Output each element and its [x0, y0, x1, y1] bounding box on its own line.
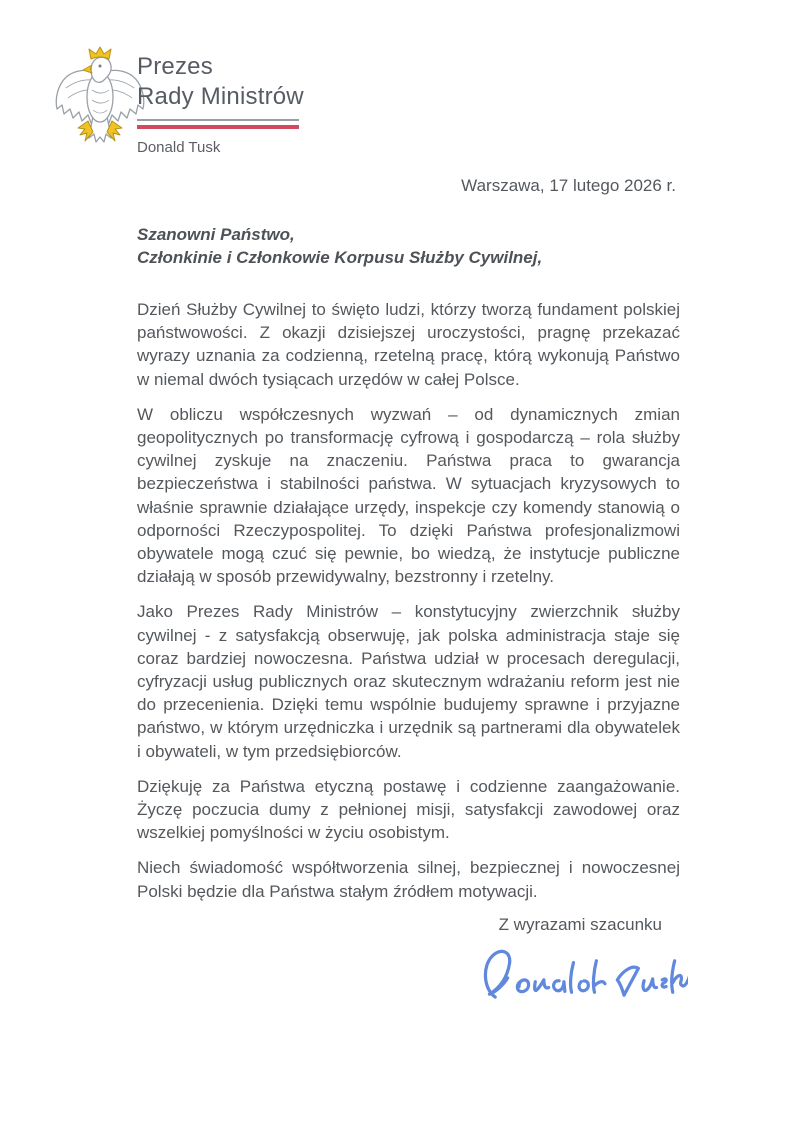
salutation-line2: Członkinie i Członkowie Korpusu Służby Cywilnej,: [137, 248, 543, 267]
paragraph-3: Jako Prezes Rady Ministrów – konstytucyjny zwierzchnik służby cywilnej - z satysfakcją obserwuję, jak polska administracja staje się coraz bardziej nowoczesna. Państwa udział w procesach deregulacji, cyfryzacji usług publicznych oraz skutecznym wdrażaniu reform jest nie do przecenienia. Dzięki temu wspólnie budujemy sprawne i przyjazne państwo, w którym urzędniczka i urzędnik są partnerami dla obywatelek i obywateli, w tym przedsiębiorców.: [137, 602, 680, 761]
office-title-line1: Prezes: [137, 53, 213, 80]
paragraph-4: Dziękuję za Państwa etyczną postawę i codzienne zaangażowanie. Życzę poczucia dumy z pełnionej misji, satysfakcji zawodowej oraz wszelkiej pomyślności w życiu osobistym.: [137, 776, 680, 843]
divider-gray-line: [137, 119, 299, 121]
divider-red-line: [137, 125, 299, 129]
office-title-line2: Rady Ministrów: [137, 83, 304, 110]
letterhead-divider: [137, 119, 299, 129]
paragraph-1: Dzień Służby Cywilnej to święto ludzi, którzy tworzą fundament polskiej państwowości. Z okazji dzisiejszej uroczystości, pragnę przekazać wyrazy uznania za codzienną, rzetelną pracę, którą wykonują Państwo w niemal dwóch tysiącach urzędów w całej Polsce.: [137, 300, 680, 389]
closing-formula: Z wyrazami szacunku: [498, 914, 662, 934]
sender-name: Donald Tusk: [137, 139, 221, 156]
letter-body: [137, 176, 680, 935]
signature-icon: [478, 936, 688, 1018]
dateline: Warszawa, 17 lutego 2026 r.: [461, 176, 676, 195]
paragraph-2: W obliczu współczesnych wyzwań – od dynamicznych zmian geopolitycznych po transformację cyfrową i gospodarczą – rola służby cywilnej zyskuje na znaczeniu. Państwa praca to gwarancja bezpieczeństwa i stabilności państwa. W sytuacjach kryzysowych to właśnie sprawnie działające urzędy, inspekcje czy komendy stanowią o odporności Rzeczypospolitej. To dzięki Państwa profesjonalizmowi obywatele mogą czuć się pewnie, bo wiedzą, że instytucje publiczne działają w sposób przewidywalny, bezstronny i rzetelny.: [137, 404, 680, 587]
office-title: [137, 52, 304, 112]
paragraph-5: Niech świadomość współtworzenia silnej, bezpiecznej i nowoczesnej Polski będzie dla Państwa stałym źródłem motywacji.: [137, 858, 680, 901]
salutation: [137, 223, 680, 269]
polish-eagle-icon: [54, 46, 146, 152]
salutation-line1: Szanowni Państwo,: [137, 225, 295, 244]
